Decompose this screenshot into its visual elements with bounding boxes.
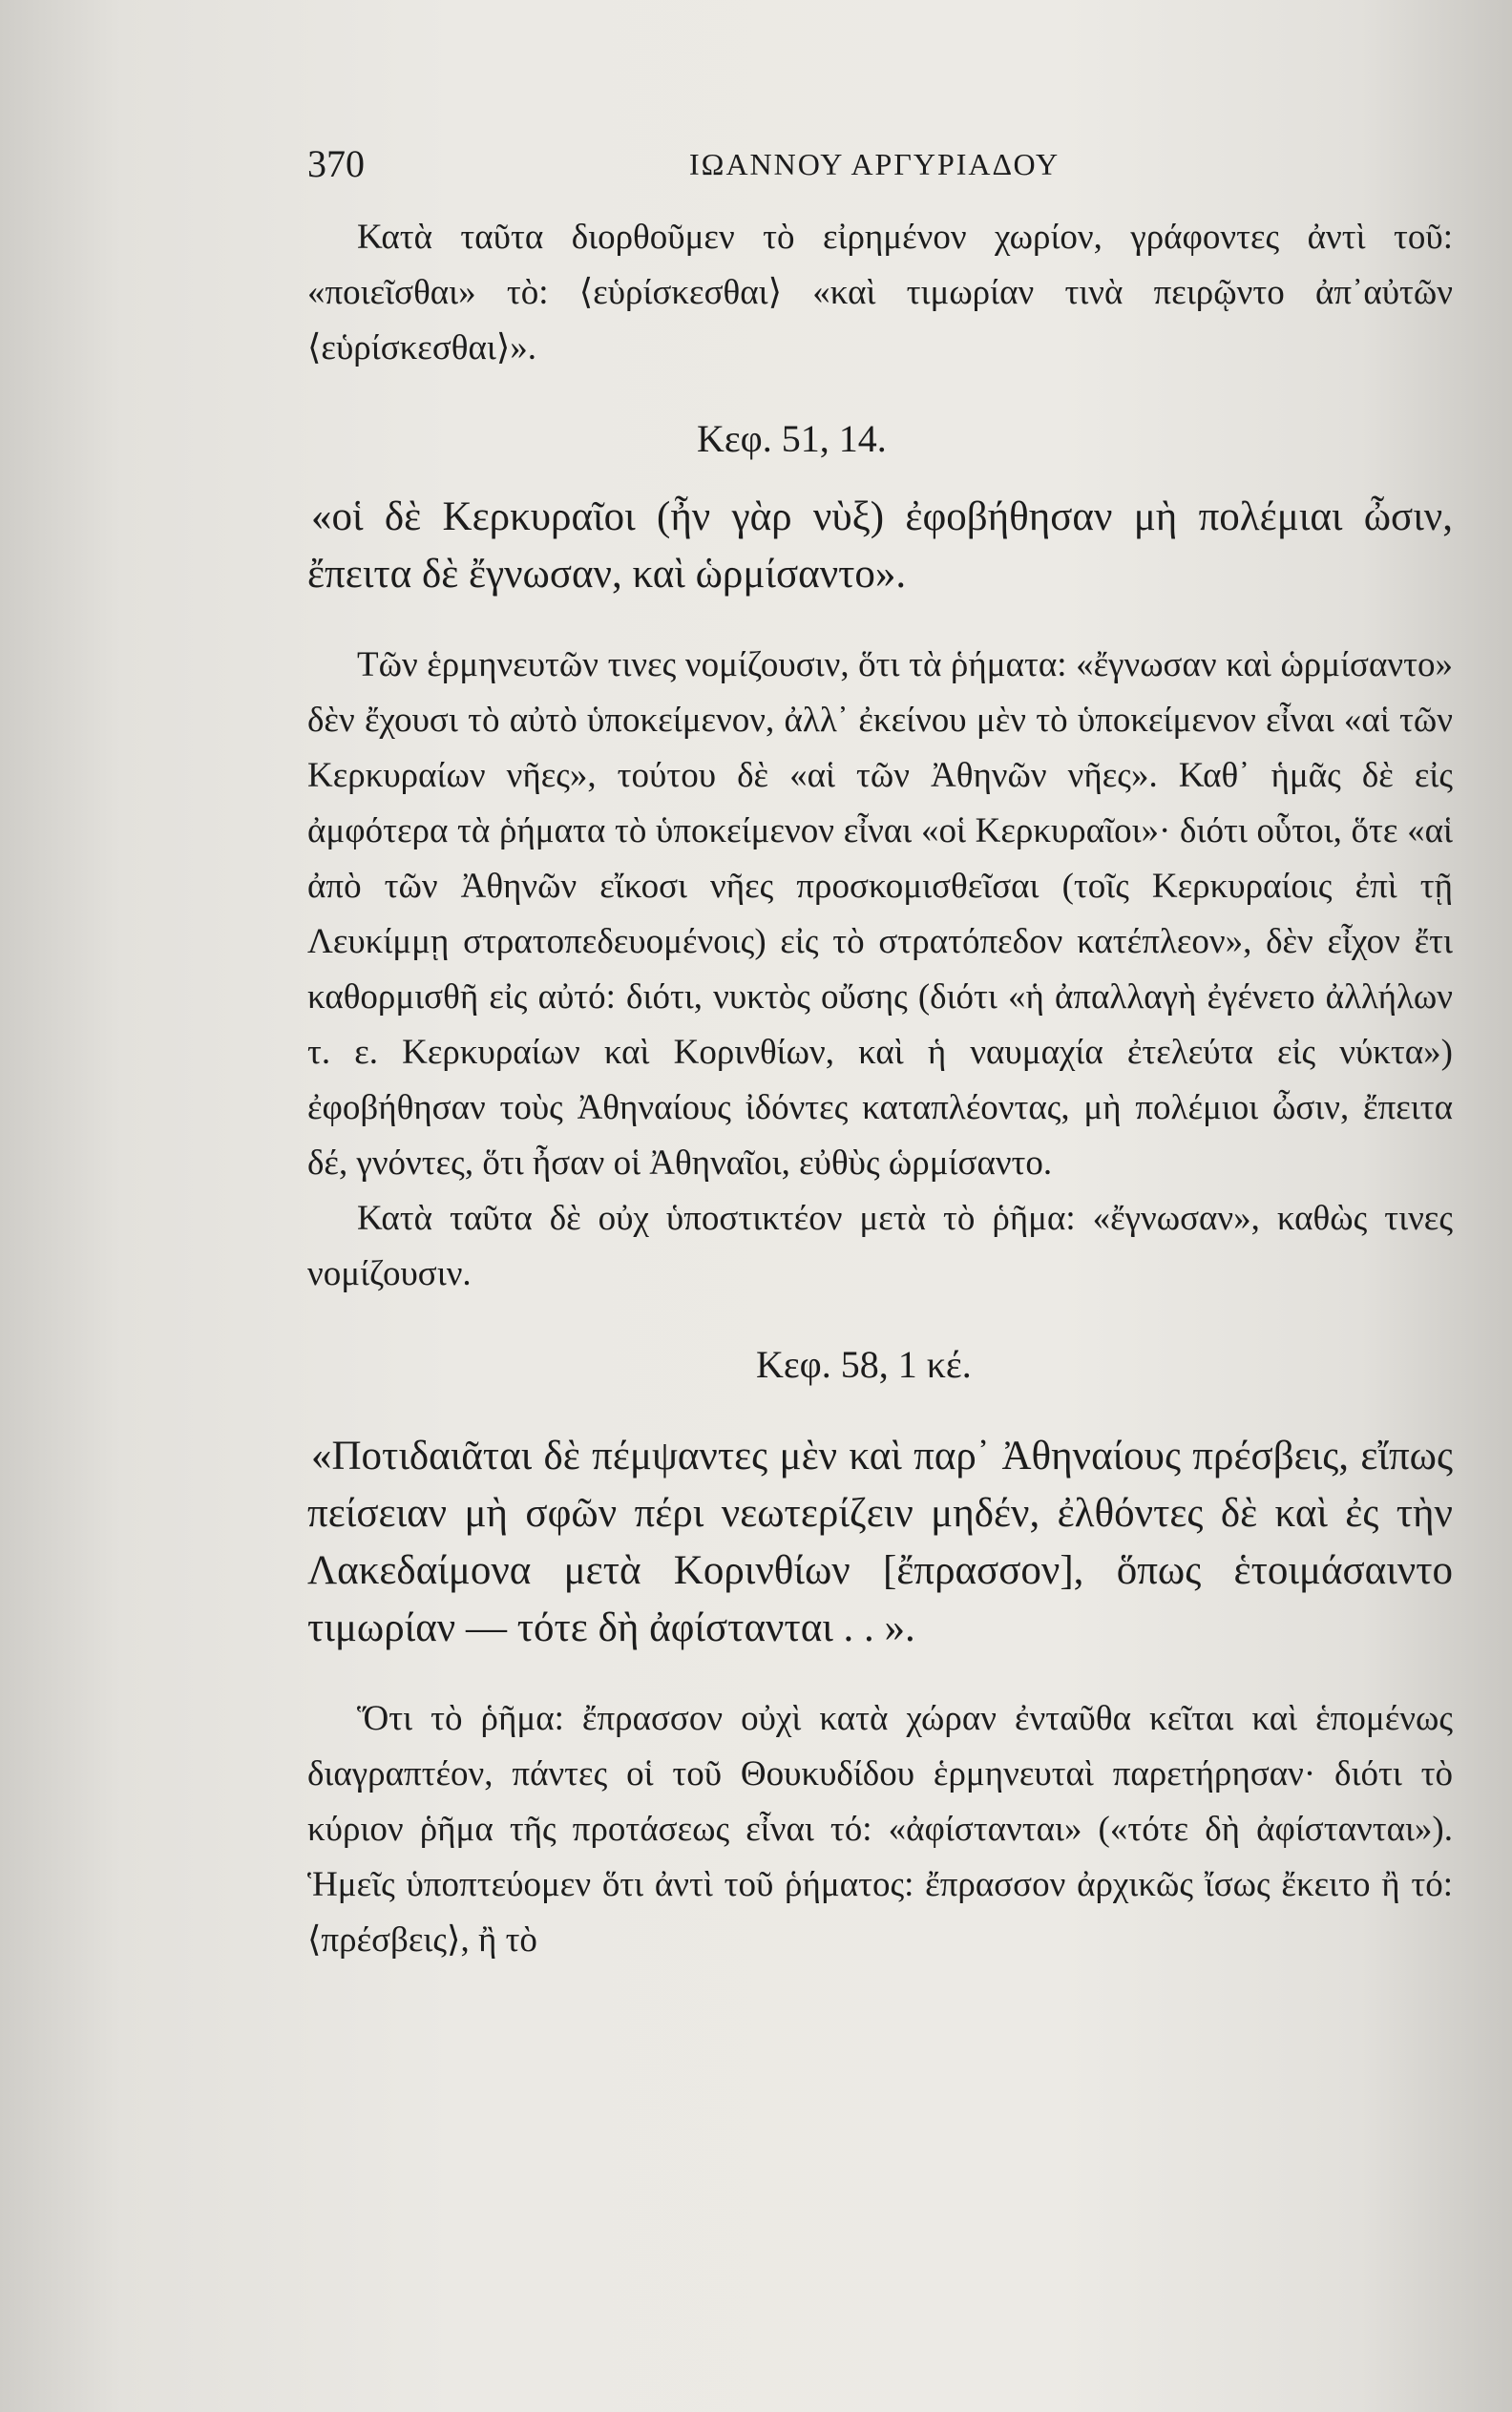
running-head: ΙΩΑΝΝΟΥ ΑΡΓΥΡΙΑΔΟΥ <box>689 147 1060 181</box>
quotation-1: «οἱ δὲ Κερκυραῖοι (ἦν γὰρ νὺξ) ἐφοβήθησαν μὴ πολέμιαι ὦσιν, ἔπειτα δὲ ἔγνωσαν, καὶ ὡρμίσαντο». <box>307 494 1453 597</box>
page-body <box>307 210 1453 1968</box>
paragraph-4: Ὅτι τὸ ῥῆμα: ἔπρασσον οὐχὶ κατὰ χώραν ἐνταῦθα κεῖται καὶ ἑπομένως διαγραπτέον, πάντες οἱ τοῦ Θουκυδίδου ἑρμηνευταὶ παρετήρησαν· διότι τὸ κύριον ῥῆμα τῆς προτάσεως εἶναι τό: «ἀφίστανται» («τότε δὴ ἀφίστανται»). Ἡμεῖς ὑποπτεύομεν ὅτι ἀντὶ τοῦ ῥήματος: ἔπρασσον ἀρχικῶς ἴσως ἔκειτο ἢ τό: ⟨πρέσβεις⟩, ἢ τὸ <box>307 1699 1453 1960</box>
paragraph-2: Τῶν ἑρμηνευτῶν τινες νομίζουσιν, ὅτι τὰ ῥήματα: «ἔγνωσαν καὶ ὡρμίσαντο» δὲν ἔχουσι τὸ αὐτὸ ὑποκείμενον, ἀλλ᾽ ἐκείνου μὲν τὸ ὑποκείμενον εἶναι «αἱ τῶν Κερκυραίων νῆες», τούτου δὲ «αἱ τῶν Ἀθηνῶν νῆες». Καθ᾽ ἡμᾶς δὲ εἰς ἀμφότερα τὰ ῥήματα τὸ ὑποκείμενον εἶναι «οἱ Κερκυραῖοι»· διότι οὗτοι, ὅτε «αἱ ἀπὸ τῶν Ἀθηνῶν εἴκοσι νῆες προσκομισθεῖσαι (τοῖς Κερκυραίοις ἐπὶ τῇ Λευκίμμῃ στρατοπεδευομένοις) εἰς τὸ στρατόπεδον κατέπλεον», δὲν εἶχον ἔτι καθορμισθῆ εἰς αὐτό: διότι, νυκτὸς οὔσης (διότι «ἡ ἀπαλλαγὴ ἐγένετο ἀλλήλων τ. ε. Κερκυραίων καὶ Κορινθίων, καὶ ἡ ναυμαχία ἐτελεύτα εἰς νύκτα») ἐφοβήθησαν τοὺς Ἀθηναίους ἰδόντες καταπλέοντας, μὴ πολέμιοι ὦσιν, ἔπειτα δέ, γνόντες, ὅτι ἦσαν οἱ Ἀθηναῖοι, εὐθὺς ὡρμίσαντο. <box>307 645 1453 1183</box>
page-number: 370 <box>307 142 365 185</box>
chapter-reference-1: Κεφ. 51, 14. <box>697 417 887 460</box>
paragraph-3: Κατὰ ταῦτα δὲ οὐχ ὑποστικτέον μετὰ τὸ ῥῆμα: «ἔγνωσαν», καθὼς τινες νομίζουσιν. <box>307 1199 1453 1293</box>
chapter-reference-2: Κεφ. 58, 1 κέ. <box>756 1343 972 1386</box>
quotation-2: «Ποτιδαιᾶται δὲ πέμψαντες μὲν καὶ παρ᾽ Ἀθηναίους πρέσβεις, εἴπως πείσειαν μὴ σφῶν πέρι νεωτερίζειν μηδέν, ἐλθόντες δὲ καὶ ἐς τὴν Λακεδαίμονα μετὰ Κορινθίων [ἔπρασσον], ὅπως ἑτοιμάσαιντο τιμωρίαν — τότε δὴ ἀφίστανται . . ». <box>307 1434 1453 1650</box>
page-header <box>307 141 1453 199</box>
paragraph-1: Κατὰ ταῦτα διορθοῦμεν τὸ εἰρημένον χωρίον, γράφοντες ἀντὶ τοῦ: «ποιεῖσθαι» τὸ: ⟨εὑρίσκεσθαι⟩ «καὶ τιμωρίαν τινὰ πειρῷντο ἀπ᾽αὐτῶν ⟨εὑρίσκεσθαι⟩». <box>307 218 1453 367</box>
